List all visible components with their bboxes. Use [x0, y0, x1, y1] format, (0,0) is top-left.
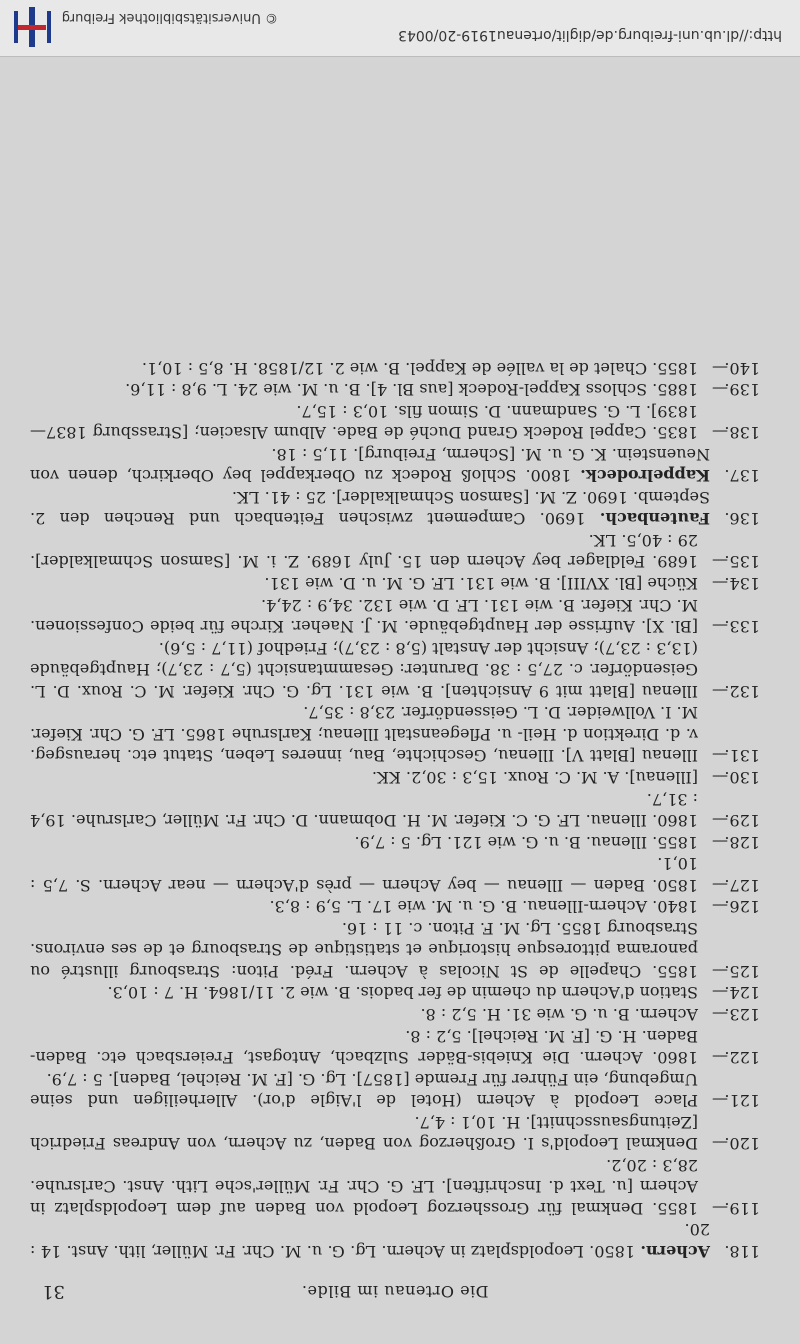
entry-text: Place Leopold à Achern (Hotel de l'Aigle d'or). Allerheiligen und seine Umgebung, ein Führer für Fremde [1857]. Lg. G. [F. M. Reichel, Baden]. 5 : 7,9.: [30, 1069, 698, 1111]
running-title: Die Ortenau im Bilde.: [301, 1282, 489, 1301]
ditto-dash: —: [712, 681, 728, 701]
catalog-entry: [30, 486, 760, 529]
entry-number: 136.: [724, 509, 760, 529]
catalog-entries: [30, 357, 760, 1262]
entry-number: 140.: [724, 358, 760, 378]
catalog-entry: [30, 788, 760, 831]
ditto-dash: —: [712, 983, 728, 1003]
ditto-dash: —: [712, 746, 728, 766]
entry-text: 1850. Baden — Illenau — bey Achern — près d'Achern — near Achern. S. 7,5 : 10,1.: [30, 854, 698, 895]
entry-text: 1855. Illenau. B. u. G. wie 121. Lg. 5 : 7,9.: [354, 832, 698, 852]
entry-number: 137.: [724, 466, 760, 486]
entry-text: Achern. B. u. G. wie 31. H. 5,2 : 8.: [420, 1004, 698, 1024]
ditto-dash: —: [712, 617, 728, 637]
ditto-dash: —: [712, 574, 728, 594]
entry-text: 1860. Achern. Die Kniebis-Bäder Sulzbach, Antogast, Freiersbach etc. Baden-Baden. H. G. [F. M. Reichel]. 5,2 : 8.: [30, 1026, 698, 1068]
entry-number: 133.: [724, 617, 760, 637]
ditto-dash: —: [712, 1004, 728, 1024]
ditto-dash: —: [712, 423, 728, 443]
catalog-entry: [30, 1219, 760, 1262]
entry-number: 127.: [724, 875, 760, 895]
ditto-dash: —: [712, 875, 728, 895]
entry-text: [Illenau]. A. M. C. Roux. 15,3 : 30,2. KK.: [371, 767, 698, 787]
catalog-entry: [30, 573, 760, 595]
copyright-notice: © Universitätsbibliothek Freiburg: [61, 10, 278, 25]
entry-text: 1850. Leopoldsplatz in Achern. Lg. G. u. M. Chr. Fr. Müller, lith. Anst. 14 : 20.: [30, 1220, 710, 1261]
catalog-entry: [30, 1003, 760, 1025]
ditto-dash: —: [712, 897, 728, 917]
ditto-dash: —: [712, 1048, 728, 1068]
source-url[interactable]: http://dl.ub.uni-freiburg.de/diglit/ortenau1919-20/0043: [398, 27, 782, 43]
place-heading: Fautenbach.: [599, 509, 710, 529]
entry-text: 1860. Illenau. LF. G. C. Kiefer. M. H. Dobmann. D. Chr. Fr. Müller, Carlsruhe. 19,4 : 31,7.: [30, 789, 698, 831]
ditto-dash: —: [712, 1091, 728, 1111]
entry-number: 129.: [724, 811, 760, 831]
entry-number: 119.: [724, 1198, 760, 1218]
entry-number: 134.: [724, 574, 760, 594]
catalog-entry: [30, 982, 760, 1004]
entry-number: 125.: [724, 961, 760, 981]
catalog-entry: [30, 853, 760, 896]
ditto-dash: —: [712, 1198, 728, 1218]
entry-number: 123.: [724, 1004, 760, 1024]
ditto-dash: —: [712, 552, 728, 572]
entry-text: 1855. Chapelle de St Nicolas à Achern. Fréd. Piton: Strasbourg illustré ou panorama pittoresque historique et statistique de Strasbourg et de ses environs. Strasbourg 1855. Lg. M. F. Piton. c. 11 : 16.: [30, 918, 698, 981]
catalog-entry: [30, 637, 760, 702]
entry-text: Station d'Achern du chemin de fer badois. B. wie 2. 11/1864. H. 7 : 10,3.: [107, 983, 698, 1003]
ditto-dash: —: [712, 358, 728, 378]
catalog-entry: [30, 357, 760, 379]
catalog-entry: [30, 831, 760, 853]
entry-text: 1690. Campement zwischen Feitenbach und Renchen den 2. Septemb. 1690. Z. M. [Samson Schmalkalder]. 25 : 41. LK.: [30, 487, 710, 529]
catalog-entry: [30, 400, 760, 443]
ditto-dash: —: [712, 811, 728, 831]
entry-number: 138.: [724, 423, 760, 443]
document-page: [30, 357, 760, 1302]
entry-number: 126.: [724, 897, 760, 917]
catalog-entry: [30, 917, 760, 982]
place-heading: Achern.: [640, 1242, 710, 1261]
entry-text: 1885. Schloss Kappel-Rodeck [aus Bl. 4]. B. u. M. wie 24. L. 9,8 : 11,6.: [125, 380, 698, 400]
entry-text: Illenau [Blatt V]. Illenau, Geschichte, Bau, inneres Leben, Statut etc. herausgeg. v. d. Direktion d. Heil- u. Pflegeanstalt Illenau; Karlsruhe 1865. LF. G. Chr. Kiefer. M. I. Vollweider. D. L. Geissendörfer. 23,8 : 35,7.: [30, 703, 698, 766]
catalog-entry: [30, 896, 760, 918]
catalog-entry: [30, 379, 760, 401]
entry-number: 130.: [724, 767, 760, 787]
entry-number: 121.: [724, 1091, 760, 1111]
place-heading: Kappelrodeck.: [580, 466, 710, 486]
entry-number: 122.: [724, 1048, 760, 1068]
ditto-dash: —: [712, 1134, 728, 1154]
university-library-logo: [12, 7, 54, 47]
entry-number: 131.: [724, 746, 760, 766]
entry-text: Illenau [Blatt mit 9 Ansichten]. B. wie 131. Lg. G. Chr. Kiefer. M. C. Roux. D. L. Geisendörfer. c. 27,5 : 38. Darunter: Gesammtansicht (5,7 : 23,7); Hauptgebäude (13,3 : 23,7); Ansicht der Anstalt (5,8 : 23,7); Friedhof (11,7 : 5,6).: [30, 638, 698, 701]
catalog-entry: [30, 766, 760, 788]
catalog-entry: [30, 1111, 760, 1154]
entry-number: 139.: [724, 380, 760, 400]
entry-number: 124.: [724, 983, 760, 1003]
entry-text: 1840. Achern-Illenau. B. G. u. M. wie 17. L. 5,9 : 8,3.: [269, 897, 698, 917]
catalog-entry: [30, 443, 760, 486]
entry-text: 1855. Denkmal für Grossherzog Leopold von Baden auf dem Leopoldsplatz in Achern [u. Text d. Inschriften]. LF. G. Chr. Fr. Müller'sche Lith. Anst. Carlsruhe. 28,3 : 20,2.: [30, 1155, 698, 1218]
catalog-entry: [30, 529, 760, 572]
catalog-entry: [30, 1025, 760, 1068]
entry-text: Küche [Bl. XVIII]. B. wie 131. LF. G. M. u. D. wie 131.: [264, 574, 698, 594]
entry-number: 118.: [724, 1242, 760, 1261]
catalog-entry: [30, 1068, 760, 1111]
entry-number: 120.: [724, 1134, 760, 1154]
catalog-entry: [30, 594, 760, 637]
ditto-dash: —: [712, 832, 728, 852]
page-header: [30, 1280, 760, 1302]
entry-text: 1855. Chalet de la vallée de Kappel. B. wie 2. 12/1858. H. 8,5 : 10,1.: [141, 358, 698, 378]
entry-text: Denkmal Leopold's I. Großherzog von Baden, zu Achern, von Andreas Friedrich [Zeitungsausschnitt]. H. 10,1 : 4,7.: [30, 1112, 698, 1154]
entry-text: 1835. Cappel Rodeck Grand Duché de Bade. Album Alsacien; [Strassburg 1837—1839]. L. G. Sandmann. D. Simon fils. 10,3 : 15,7.: [30, 401, 698, 443]
entry-text: 1800. Schloß Rodeck zu Oberkappel bey Oberkirch, denen von Neuenstein. K. G. u. M. [Scherm, Freiburg]. 11,5 : 18.: [30, 444, 710, 486]
entry-number: 128.: [724, 832, 760, 852]
entry-text: [Bl. X]. Aufrisse der Hauptgebäude. M. J. Naeher. Kirche für beide Confessionen. M. Chr. Kiefer. B. wie 131. LF. D. wie 132. 34,9 : 24,4.: [30, 595, 698, 637]
entry-number: 135.: [724, 552, 760, 572]
catalog-entry: [30, 702, 760, 767]
ditto-dash: —: [712, 380, 728, 400]
ditto-dash: —: [712, 961, 728, 981]
entry-text: 1689. Feldlager bey Achern den 15. July 1689. Z. i. M. [Samson Schmalkalder]. 29 : 40,5. LK.: [30, 530, 698, 572]
entry-number: 132.: [724, 681, 760, 701]
catalog-entry: [30, 1154, 760, 1219]
page-number: 31: [42, 1281, 65, 1302]
ditto-dash: —: [712, 767, 728, 787]
